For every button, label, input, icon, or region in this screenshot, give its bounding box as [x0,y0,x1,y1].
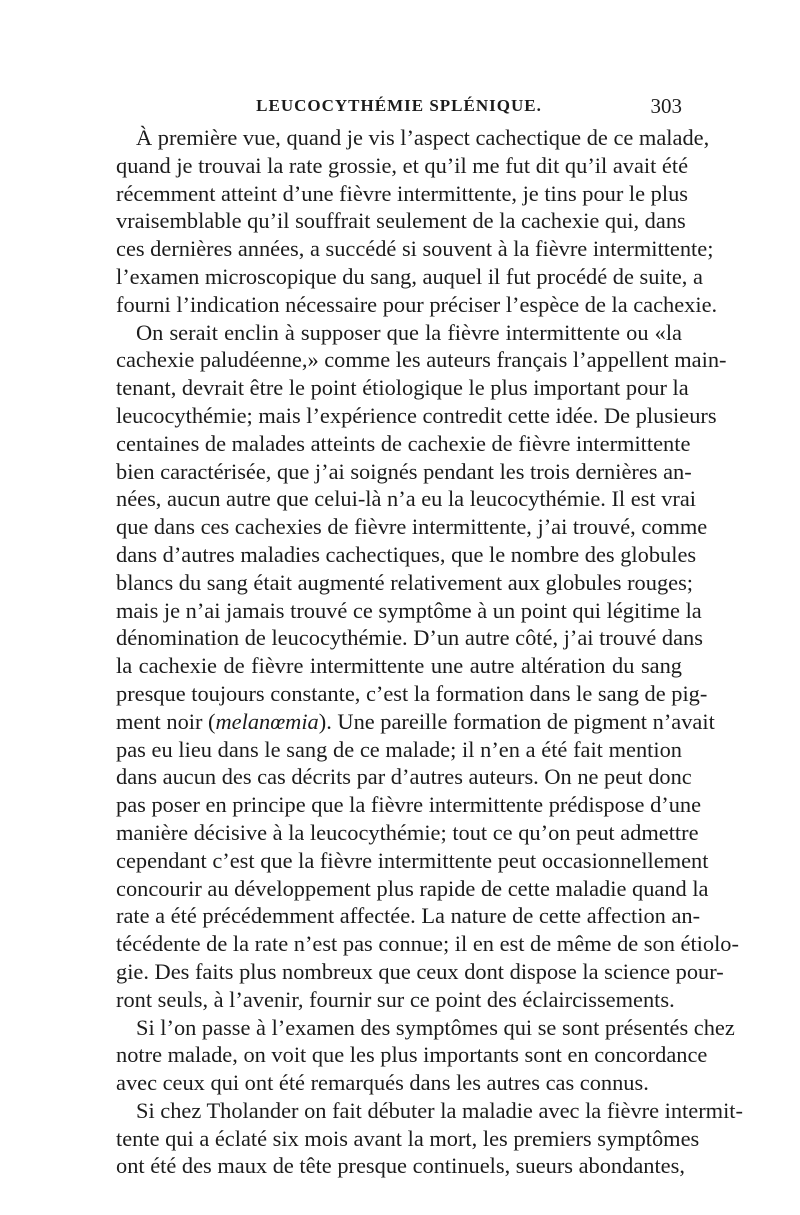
running-title: LEUCOCYTHÉMIE SPLÉNIQUE. [256,96,542,115]
text-line: À première vue, quand je vis l’aspect cachectique de ce malade, [136,125,710,150]
text-line: mais je n’ai jamais trouvé ce symptôme à un point qui légitime la [116,597,702,623]
text-line: récemment atteint d’une fièvre intermittente, je tins pour le plus [116,180,689,206]
text-line: nées, aucun autre que celui-là n’a eu la leucocythémie. Il est vrai [116,486,697,512]
text-line: notre malade, on voit que les plus importants sont en concordance [116,1042,708,1068]
text-line: que dans ces cachexies de fièvre intermittente, j’ai trouvé, comme [116,514,708,540]
text-line: tenant, devrait être le point étiologique le plus important pour la [116,375,689,401]
text-line: dénomination de leucocythémie. D’un autre côté, j’ai trouvé dans [116,625,703,651]
text-line: ces dernières années, a succédé si souvent à la fièvre intermittente; [116,236,714,262]
text-line: fourni l’indication nécessaire pour préciser l’espèce de la cachexie. [116,291,718,317]
text-line: leucocythémie; mais l’expérience contredit cette idée. De plusieurs [116,402,717,428]
text-line: gie. Des faits plus nombreux que ceux dont dispose la science pour- [116,958,724,984]
text-line: tente qui a éclaté six mois avant la mort, les premiers symptômes [116,1125,700,1151]
page-number: 303 [650,94,682,118]
text-line: dans aucun des cas décrits par d’autres auteurs. On ne peut donc [116,764,692,790]
text-line: técédente de la rate n’est pas connue; il en est de même de son étiolo- [116,931,739,957]
text-line: avec ceux qui ont été remarqués dans les autres cas connus. [116,1070,649,1096]
body-text [116,124,743,1180]
text-line: dans d’autres maladies cachectiques, que le nombre des globules [116,541,697,567]
text-line: l’examen microscopique du sang, auquel il fut procédé de suite, a [116,263,703,289]
text-line: bien caractérisée, que j’ai soignés pendant les trois dernières an- [116,458,692,484]
text-line: blancs du sang était augmenté relativement aux globules rouges; [116,569,694,595]
text-line: rate a été précédemment affectée. La nature de cette affection an- [116,903,701,929]
text-line: ont été des maux de tête presque continuels, sueurs abondantes, [116,1153,685,1179]
text-line: ment noir (melanœmia). Une pareille formation de pigment n’avait [116,708,715,734]
text-line: Si chez Tholander on fait débuter la maladie avec la fièvre intermit- [136,1097,743,1123]
text-line: quand je trouvai la rate grossie, et qu’il me fut dit qu’il avait été [116,152,689,178]
text-line: presque toujours constante, c’est la formation dans le sang de pig- [116,680,708,706]
text-line: cependant c’est que la fièvre intermittente peut occasionnellement [116,847,709,873]
text-line: ront seuls, à l’avenir, fournir sur ce point des éclaircissements. [116,986,675,1012]
text-line: la cachexie de fièvre intermittente une autre altération du sang [116,653,682,679]
text-line: pas eu lieu dans le sang de ce malade; il n’en a été fait mention [116,736,682,762]
text-line: pas poser en principe que la fièvre intermittente prédispose d’une [116,792,702,818]
text-line: centaines de malades atteints de cachexie de fièvre intermittente [116,430,691,456]
page-header [116,96,682,126]
text-line: manière décisive à la leucocythémie; tout ce qu’on peut admettre [116,819,699,845]
text-line: vraisemblable qu’il souffrait seulement de la cachexie qui, dans [116,208,686,234]
text-line: cachexie paludéenne,» comme les auteurs français l’appellent main- [116,347,727,373]
text-line: On serait enclin à supposer que la fièvre intermittente ou «la [136,319,682,345]
text-line: concourir au développement plus rapide de cette maladie quand la [116,875,709,901]
text-line: Si l’on passe à l’examen des symptômes qui se sont présentés chez [136,1014,735,1040]
